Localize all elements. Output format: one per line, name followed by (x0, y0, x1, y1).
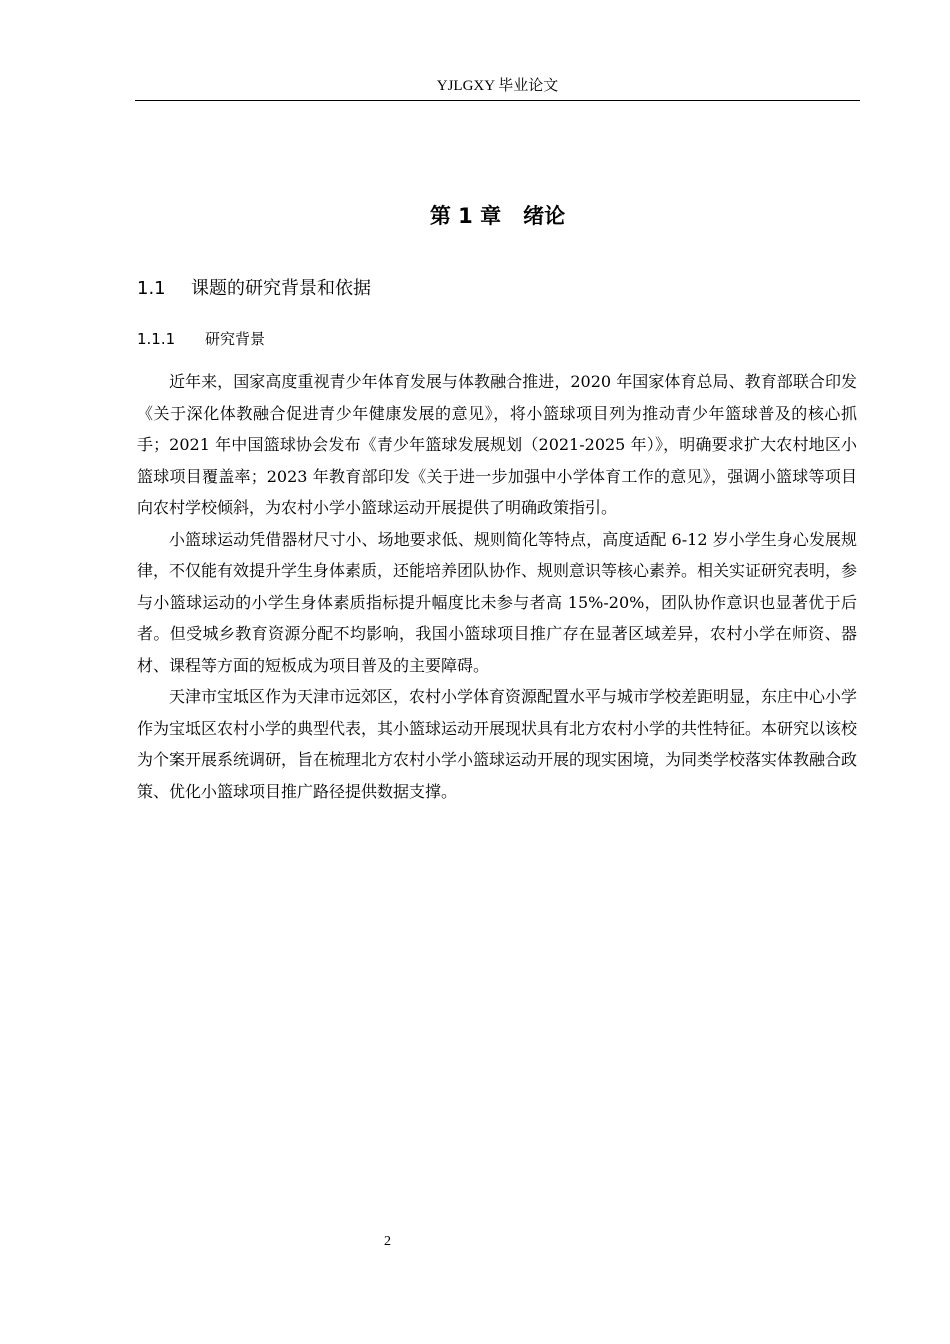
header-rule (135, 100, 860, 101)
page-footer (0, 1232, 775, 1252)
page-header (135, 74, 860, 98)
section-number: 1.1 (137, 278, 166, 299)
subsection-title: 研究背景 (205, 330, 266, 348)
paragraph: 天津市宝坻区作为天津市远郊区，农村小学体育资源配置水平与城市学校差距明显，东庄中心小学作为宝坻区农村小学的典型代表，其小篮球运动开展现状具有北方农村小学的共性特征。本研究以该校为个案开展系统调研，旨在梳理北方农村小学小篮球运动开展的现实困境，为同类学校落实体教融合政策、优化小篮球项目推广路径提供数据支撑。 (137, 687, 858, 801)
body-text (137, 366, 857, 807)
subsection-number: 1.1.1 (137, 330, 176, 348)
paragraph: 近年来，国家高度重视青少年体育发展与体教融合推进，2020 年国家体育总局、教育部联合印发《关于深化体教融合促进青少年健康发展的意见》，将小篮球项目列为推动青少年篮球普及的核心抓手；2021 年中国篮球协会发布《青少年篮球发展规划（2021-2025 年）》，明确要求扩大农村地区小篮球项目覆盖率；2023 年教育部印发《关于进一步加强中小学体育工作的意见》，强调小篮球等项目向农村学校倾斜，为农村小学小篮球运动开展提供了明确政策指引。 (137, 372, 857, 517)
page-number: 2 (384, 1234, 391, 1249)
chapter-title (135, 200, 860, 232)
chapter-name: 绪论 (523, 204, 566, 228)
section-heading (137, 275, 371, 303)
subsection-heading (137, 327, 265, 351)
header-text: YJLGXY 毕业论文 (436, 78, 559, 94)
chapter-number: 第 1 章 (429, 204, 502, 228)
paragraph: 小篮球运动凭借器材尺寸小、场地要求低、规则简化等特点，高度适配 6-12 岁小学生身心发展规律，不仅能有效提升学生身体素质，还能培养团队协作、规则意识等核心素养。相关实证研究表明，参与小篮球运动的小学生身体素质指标提升幅度比未参与者高 15%-20%，团队协作意识也显著优于后者。但受城乡教育资源分配不均影响，我国小篮球项目推广存在显著区域差异，农村小学在师资、器材、课程等方面的短板成为项目普及的主要障碍。 (137, 529, 858, 675)
section-title: 课题的研究背景和依据 (191, 278, 371, 299)
